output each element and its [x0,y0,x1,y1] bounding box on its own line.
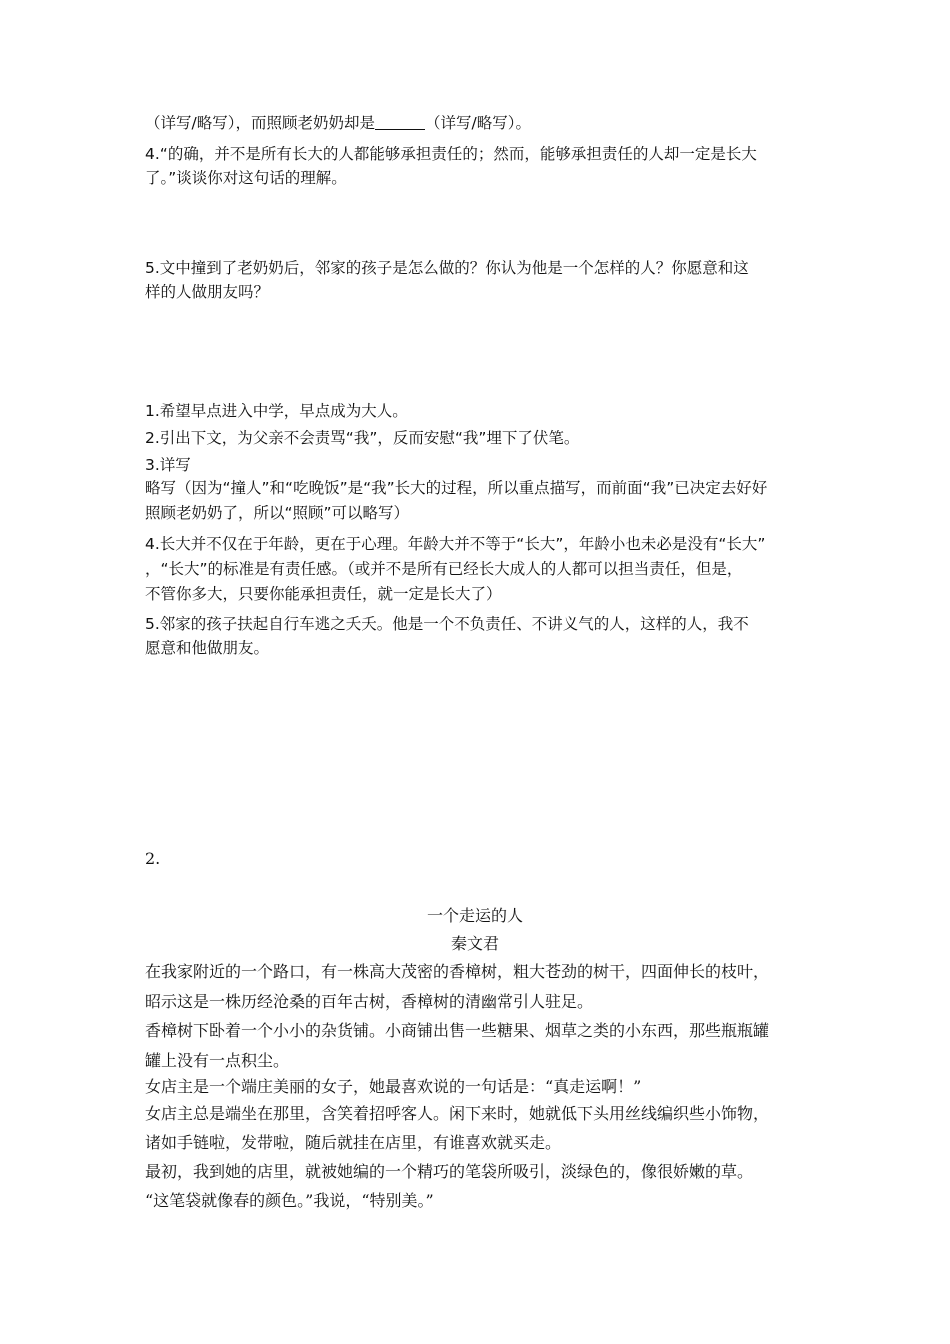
question-3-tail [145,112,531,134]
question-5-line-2: 样的人做朋友吗？ [145,283,270,301]
answer-1: 1.希望早点进入中学，早点成为大人。 [145,402,408,420]
question-5-line-1: 5.文中撞到了老奶奶后，邻家的孩子是怎么做的？你认为他是一个怎样的人？你愿意和这 [145,259,749,277]
answer-5-line-1: 5.邻家的孩子扶起自行车逃之夭夭。他是一个不负责任、不讲义气的人，这样的人，我不 [145,615,749,633]
article-line: “这笔袋就像春的颜色。”我说，“特别美。” [145,1191,434,1210]
question-3-text-a: （详写/略写），而照顾老奶奶却是 [145,114,375,132]
article-line: 诸如手链啦，发带啦，随后就挂在店里，有谁喜欢就买走。 [145,1133,562,1152]
answer-4-line-2: ，“长大”的标准是有责任感。（或并不是所有已经长大成人的人都可以担当责任，但是， [145,560,743,578]
answer-4-line-3: 不管你多大，只要你能承担责任，就一定是长大了） [145,585,502,603]
question-4-line-2: 了。”谈谈你对这句话的理解。 [145,169,347,187]
answer-3-line-2: 照顾老奶奶了，所以“照顾”可以略写） [145,504,410,522]
article-line: 昭示这是一株历经沧桑的百年古树，香樟树的清幽常引人驻足。 [145,992,594,1011]
article-line: 女店主总是端坐在那里，含笑着招呼客人。闲下来时，她就低下头用丝线编织些小饰物， [145,1104,770,1123]
answer-4-line-1: 4.长大并不仅在于年龄，更在于心理。年龄大并不等于“长大”，年龄小也未必是没有“长大” [145,535,766,553]
question-3-text-b: （详写/略写）。 [424,114,531,132]
answer-blank [375,113,425,130]
article-author: 秦文君 [450,934,499,953]
question-4-line-1: 4.“的确，并不是所有长大的人都能够承担责任的；然而，能够承担责任的人却一定是长大 [145,145,757,163]
article-line: 在我家附近的一个路口，有一株高大茂密的香樟树，粗大苍劲的树干，四面伸长的枝叶， [145,962,770,981]
answer-2: 2.引出下文，为父亲不会责骂“我”，反而安慰“我”埋下了伏笔。 [145,429,580,447]
answer-3-line-1: 略写（因为“撞人”和“吃晚饭”是“我”长大的过程，所以重点描写，而前面“我”已决定去好好 [145,479,768,497]
article-title: 一个走运的人 [426,906,523,925]
article-line: 女店主是一个端庄美丽的女子，她最喜欢说的一句话是：“真走运啊！” [145,1077,642,1096]
answer-3-label: 3.详写 [145,456,191,474]
article-line: 香樟树下卧着一个小小的杂货铺。小商铺出售一些糖果、烟草之类的小东西，那些瓶瓶罐 [145,1021,770,1040]
section-number: 2. [145,849,161,868]
answer-5-line-2: 愿意和他做朋友。 [145,639,270,657]
article-line: 罐上没有一点积尘。 [145,1051,290,1070]
article-line: 最初，我到她的店里，就被她编的一个精巧的笔袋所吸引，淡绿色的，像很娇嫩的草。 [145,1162,754,1181]
